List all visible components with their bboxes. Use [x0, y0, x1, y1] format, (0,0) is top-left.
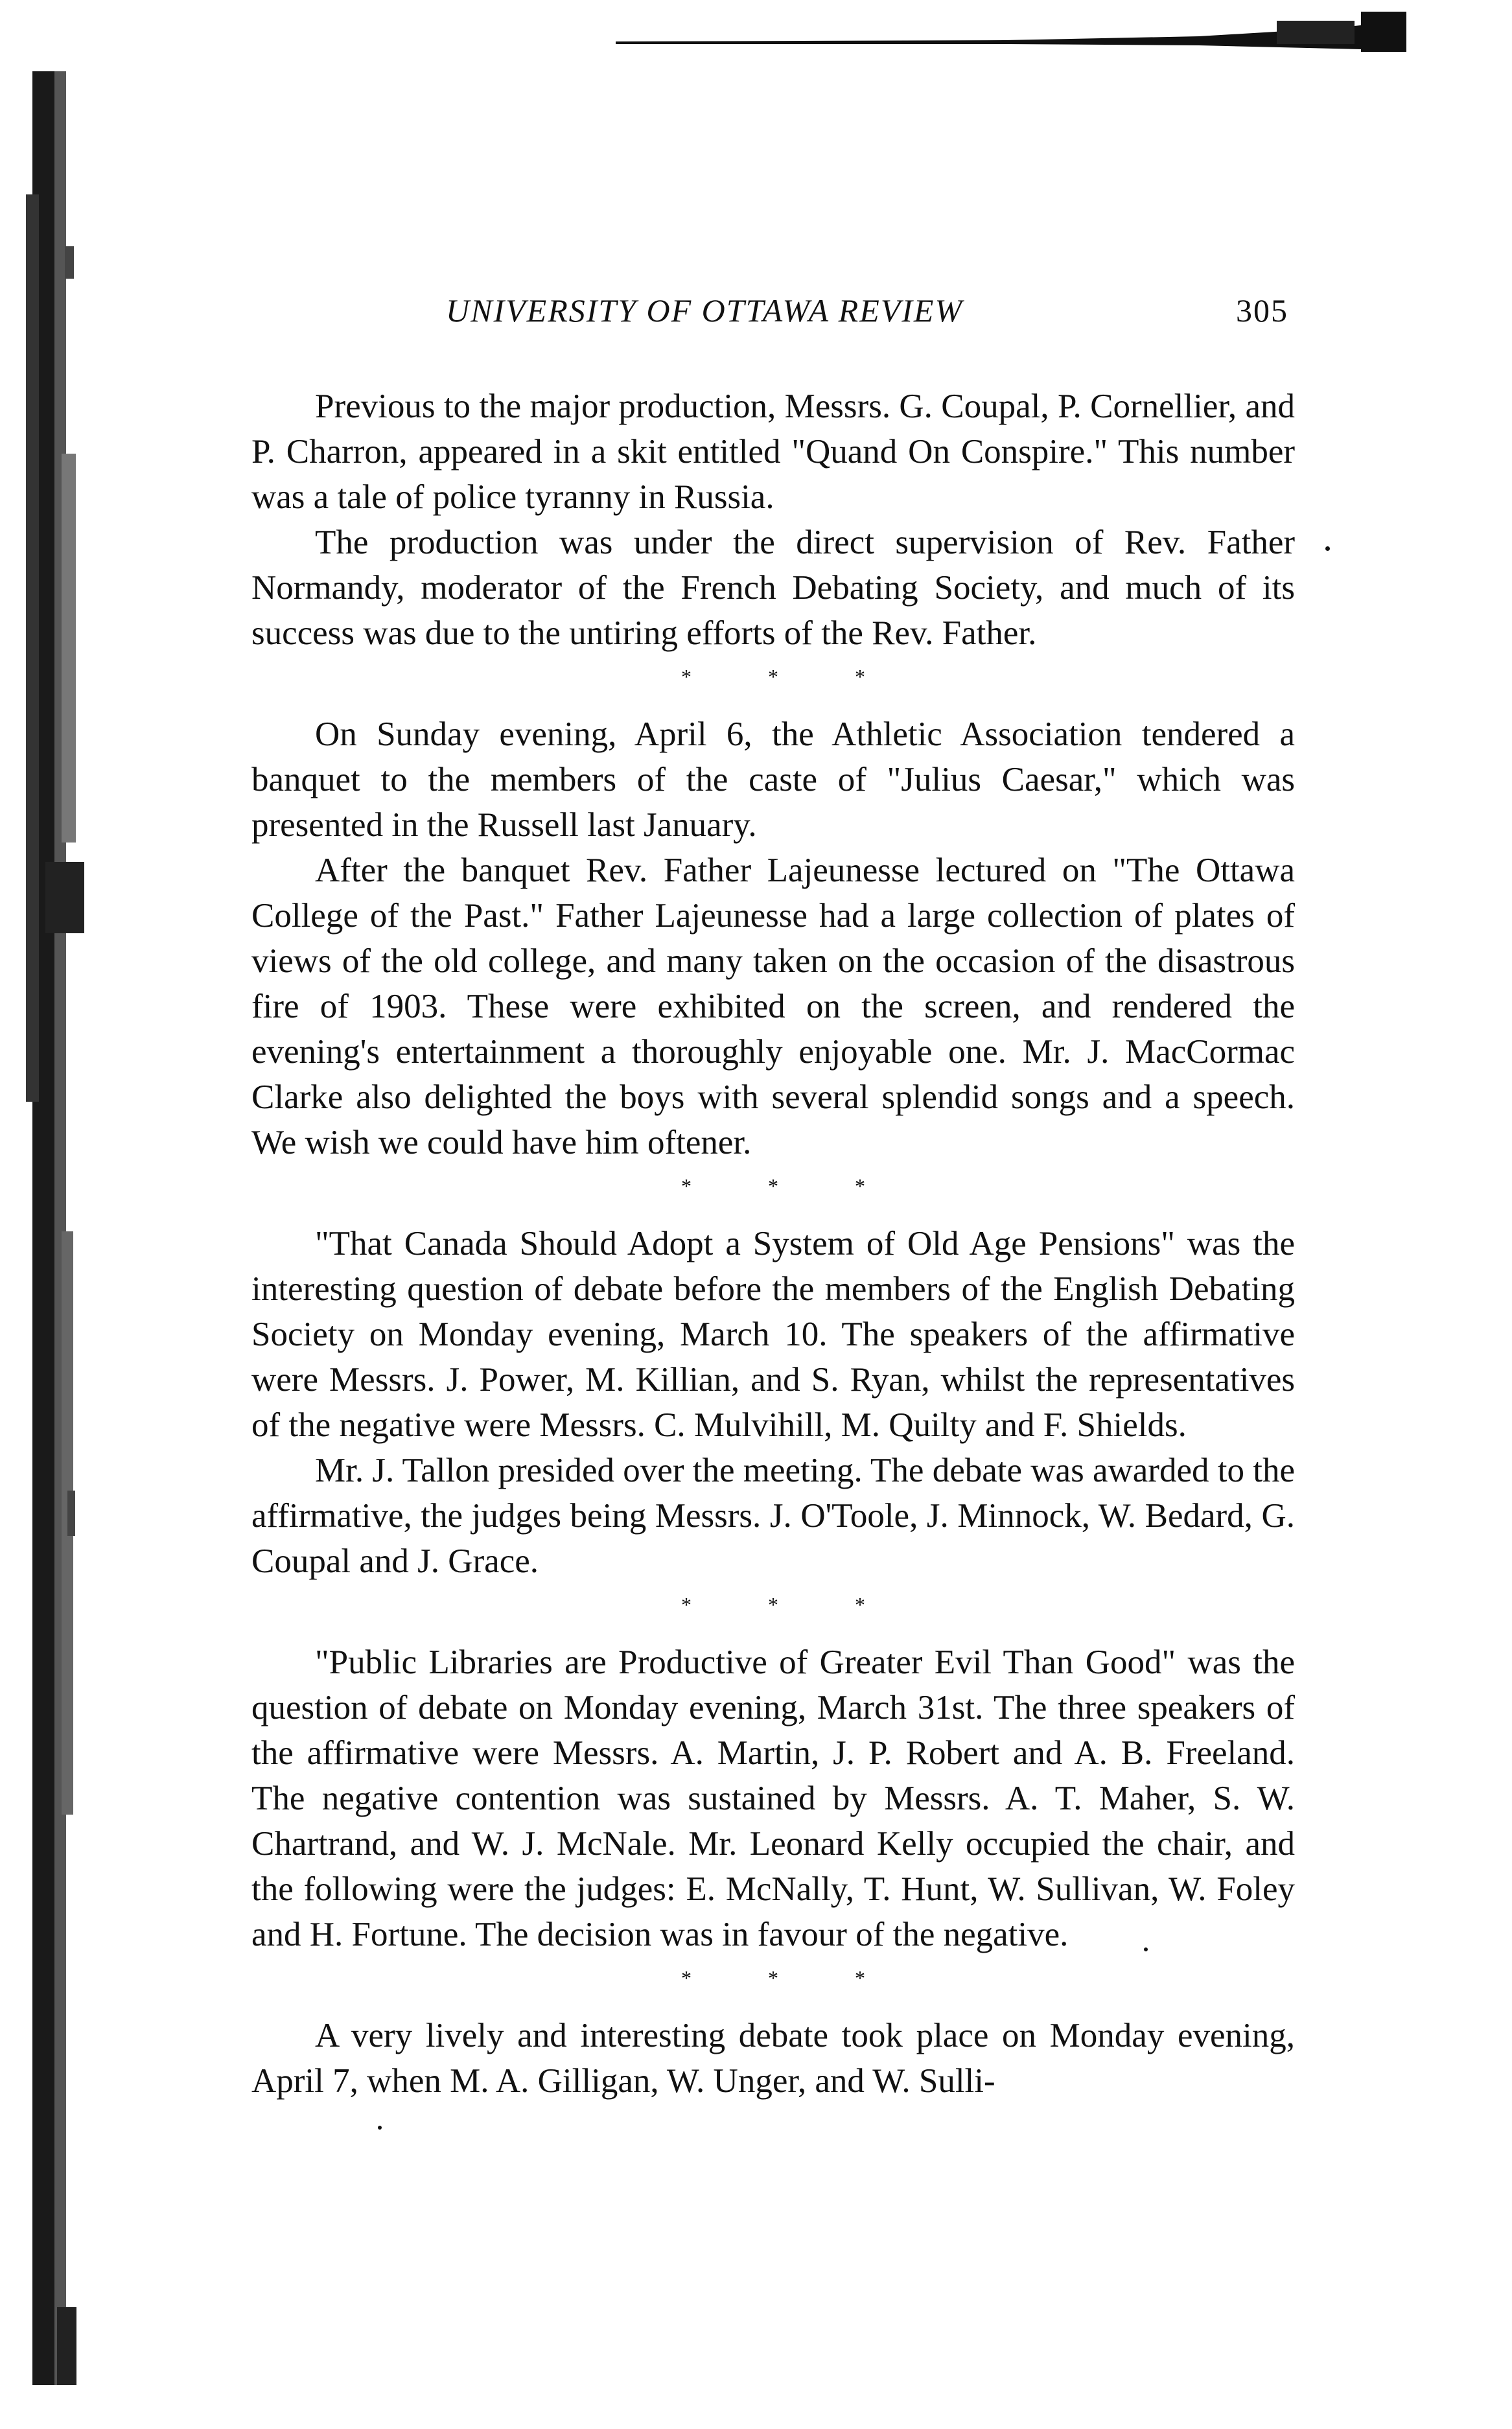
paragraph: Previous to the major production, Messrs. G. Coupal, P. Cornellier, and P. Charron, appeared in a skit entitled "Quand On Conspire." This number was a tale of police tyranny in Russia. [251, 388, 1295, 516]
scan-speck [378, 2126, 382, 2130]
paragraph: "That Canada Should Adopt a System of Old Age Pensions" was the interesting question of debate before the members of the English Debating Society on Monday evening, March 10. The speakers of the affirmative were Messrs. J. Power, M. Killian, and S. Ryan, whilst the representatives of the negative were Messrs. C. Mulvihill, M. Quilty and F. Shields. [251, 1225, 1295, 1444]
paragraph: Mr. J. Tallon presided over the meeting. The debate was awarded to the affirmative, the judges being Messrs. J. O'Toole, J. Minnock, W. Bedard, G. Coupal and J. Grace. [251, 1452, 1295, 1580]
article-body [251, 384, 1295, 2104]
page-number: 305 [1236, 292, 1288, 329]
section-divider: * * * [681, 1966, 901, 1990]
running-head [251, 285, 1295, 337]
paragraph: "Public Libraries are Productive of Greater Evil Than Good" was the question of debate on Monday evening, March 31st. The three speakers of the affirmative were Messrs. A. Martin, J. P. Robert and A. B. Freeland. The negative contention was sustained by Messrs. A. T. Maher, S. W. Chartrand, and W. J. McNale. Mr. Leonard Kelly occupied the chair, and the following were the judges: E. McNally, T. Hunt, W. Sullivan, W. Foley and H. Fortune. The decision was in favour of the negative. [251, 1644, 1295, 1953]
scan-speck [1325, 546, 1330, 551]
paragraph: A very lively and interesting debate took place on Monday evening, April 7, when M. A. Gilligan, W. Unger, and W. Sulli- [251, 2017, 1295, 2100]
scan-top-rule [616, 12, 1406, 52]
paragraph: The production was under the direct supervision of Rev. Father Normandy, moderator of the French Debating Society, and much of its success was due to the untiring efforts of the Rev. Father. [251, 524, 1295, 652]
scan-left-edge [0, 0, 214, 2429]
paragraph: On Sunday evening, April 6, the Athletic Association tendered a banquet to the members of the caste of "Julius Caesar," which was presented in the Russell last January. [251, 715, 1295, 844]
section-divider: * * * [681, 1174, 901, 1198]
journal-title: UNIVERSITY OF OTTAWA REVIEW [446, 292, 964, 329]
paragraph: After the banquet Rev. Father Lajeunesse lectured on "The Ottawa College of the Past." Father Lajeunesse had a large collection of plates of views of the old college, and many taken on the occasion of the disastrous fire of 1903. These were exhibited on the screen, and rendered the evening's entertainment a thoroughly enjoyable one. Mr. J. MacCormac Clarke also delighted the boys with several splendid songs and a speech. We wish we could have him oftener. [251, 852, 1295, 1161]
document-page [251, 285, 1295, 2104]
section-divider: * * * [681, 1593, 901, 1616]
section-divider: * * * [681, 665, 901, 688]
